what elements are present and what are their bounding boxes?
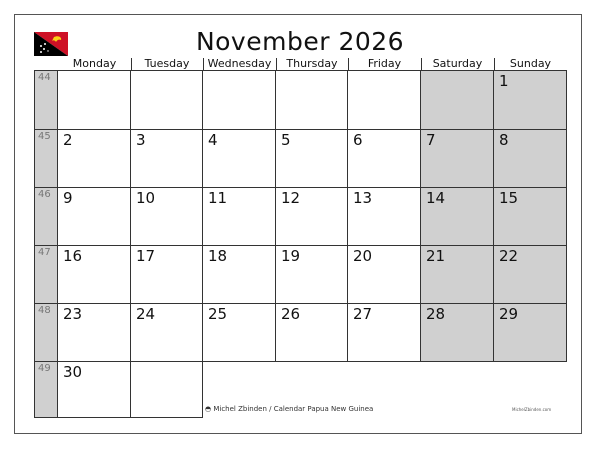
day-cell bbox=[202, 70, 276, 130]
day-cell bbox=[130, 129, 203, 188]
day-cell bbox=[275, 245, 348, 304]
day-cell bbox=[275, 303, 348, 362]
day-number: 8 bbox=[499, 131, 509, 149]
day-cell bbox=[57, 361, 131, 418]
day-cell bbox=[202, 187, 276, 246]
day-number: 9 bbox=[63, 189, 73, 207]
day-number: 7 bbox=[426, 131, 436, 149]
header-divider bbox=[276, 58, 277, 70]
header-divider bbox=[421, 58, 422, 70]
day-number: 30 bbox=[63, 363, 83, 381]
day-number: 3 bbox=[136, 131, 146, 149]
week-number: 46 bbox=[34, 187, 58, 246]
calendar-grid bbox=[34, 58, 567, 417]
day-number: 13 bbox=[353, 189, 373, 207]
weekday-header: Monday bbox=[72, 57, 117, 70]
day-number: 22 bbox=[499, 247, 519, 265]
day-cell bbox=[420, 245, 494, 304]
day-number: 6 bbox=[353, 131, 363, 149]
day-cell bbox=[275, 187, 348, 246]
day-number: 19 bbox=[281, 247, 301, 265]
day-cell bbox=[493, 303, 567, 362]
footer-credit-text: Michel Zbinden / Calendar Papua New Guinea bbox=[213, 405, 374, 413]
day-cell bbox=[275, 70, 348, 130]
day-cell bbox=[130, 303, 203, 362]
day-number: 20 bbox=[353, 247, 373, 265]
day-cell bbox=[493, 129, 567, 188]
week-number: 47 bbox=[34, 245, 58, 304]
day-cell bbox=[130, 70, 203, 130]
day-number: 10 bbox=[136, 189, 156, 207]
weekday-header: Thursday bbox=[286, 57, 338, 70]
day-cell bbox=[57, 245, 131, 304]
day-cell bbox=[347, 187, 421, 246]
day-cell bbox=[347, 303, 421, 362]
day-number: 15 bbox=[499, 189, 519, 207]
day-cell bbox=[57, 303, 131, 362]
day-cell bbox=[420, 303, 494, 362]
day-number: 26 bbox=[281, 305, 301, 323]
day-cell bbox=[202, 129, 276, 188]
weekday-header: Wednesday bbox=[207, 57, 272, 70]
day-cell bbox=[493, 187, 567, 246]
day-number: 28 bbox=[426, 305, 446, 323]
day-cell bbox=[202, 245, 276, 304]
copyright-icon: ◓ bbox=[205, 405, 212, 413]
weekday-header: Tuesday bbox=[144, 57, 190, 70]
day-number: 27 bbox=[353, 305, 373, 323]
day-number: 11 bbox=[208, 189, 228, 207]
day-number: 17 bbox=[136, 247, 156, 265]
day-number: 16 bbox=[63, 247, 83, 265]
week-number: 45 bbox=[34, 129, 58, 188]
day-cell bbox=[347, 245, 421, 304]
calendar-title: November 2026 bbox=[195, 27, 405, 56]
day-cell bbox=[130, 361, 203, 418]
header-divider bbox=[131, 58, 132, 70]
day-number: 2 bbox=[63, 131, 73, 149]
day-cell bbox=[57, 129, 131, 188]
papua-new-guinea-flag-icon bbox=[34, 32, 68, 56]
day-number: 18 bbox=[208, 247, 228, 265]
day-cell bbox=[493, 70, 567, 130]
day-cell bbox=[420, 187, 494, 246]
day-cell bbox=[202, 303, 276, 362]
day-number: 14 bbox=[426, 189, 446, 207]
week-number: 48 bbox=[34, 303, 58, 362]
day-number: 12 bbox=[281, 189, 301, 207]
day-cell bbox=[420, 70, 494, 130]
day-number: 4 bbox=[208, 131, 218, 149]
day-number: 21 bbox=[426, 247, 446, 265]
week-number: 44 bbox=[34, 70, 58, 130]
day-cell bbox=[57, 70, 131, 130]
weekday-header: Friday bbox=[367, 57, 402, 70]
day-cell bbox=[57, 187, 131, 246]
day-cell bbox=[130, 245, 203, 304]
day-cell bbox=[130, 187, 203, 246]
day-cell bbox=[347, 129, 421, 188]
weekday-header: Sunday bbox=[509, 57, 552, 70]
day-cell bbox=[493, 245, 567, 304]
day-number: 23 bbox=[63, 305, 83, 323]
footer-credit bbox=[205, 405, 373, 413]
header-divider bbox=[348, 58, 349, 70]
day-cell bbox=[420, 129, 494, 188]
header-divider bbox=[203, 58, 204, 70]
week-number: 49 bbox=[34, 361, 58, 418]
day-number: 5 bbox=[281, 131, 291, 149]
day-number: 29 bbox=[499, 305, 519, 323]
footer-site: MichelZbinden.com bbox=[512, 407, 552, 412]
day-number: 1 bbox=[499, 72, 509, 90]
day-cell bbox=[275, 129, 348, 188]
day-number: 25 bbox=[208, 305, 228, 323]
day-number: 24 bbox=[136, 305, 156, 323]
day-cell bbox=[347, 70, 421, 130]
header-divider bbox=[494, 58, 495, 70]
weekday-header: Saturday bbox=[432, 57, 483, 70]
